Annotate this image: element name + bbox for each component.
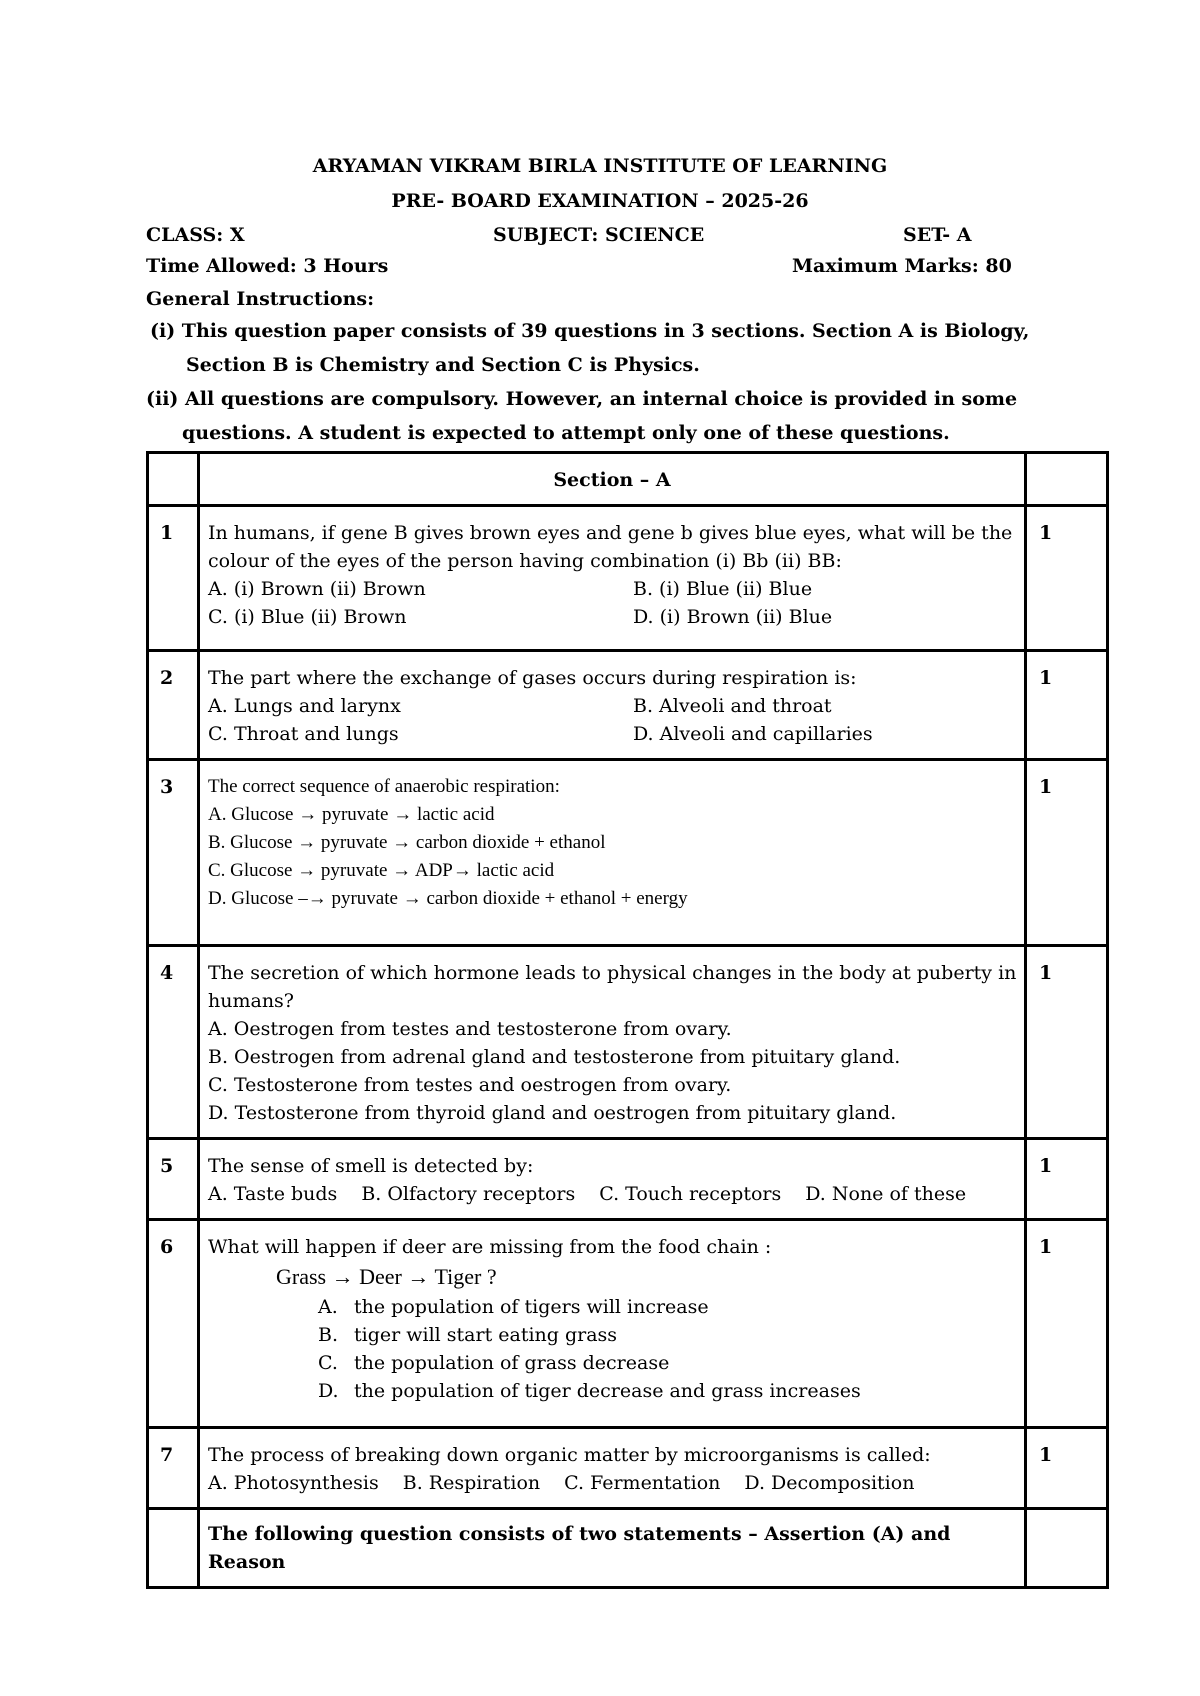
question-marks: 1 — [1026, 946, 1108, 1139]
question-table — [146, 451, 1109, 1589]
option-b: B. (i) Blue (ii) Blue — [633, 578, 813, 600]
question-body — [199, 1428, 1026, 1509]
question-body — [199, 946, 1026, 1139]
option-row — [208, 575, 1018, 603]
option-row — [208, 603, 1018, 631]
table-row — [148, 1509, 1108, 1588]
question-body — [199, 506, 1026, 651]
question-number: 6 — [148, 1220, 199, 1428]
table-row — [148, 651, 1108, 760]
question-number: 2 — [148, 651, 199, 760]
option-c: C. Glucose → pyruvate → ADP→ lactic acid — [208, 860, 555, 881]
question-marks: 1 — [1026, 1139, 1108, 1220]
subject-label: SUBJECT: SCIENCE — [493, 224, 705, 246]
option-d: D. Alveoli and capillaries — [633, 723, 873, 745]
option-b: B. Alveoli and throat — [633, 695, 832, 717]
option-b: B. Respiration — [402, 1472, 541, 1494]
table-row — [148, 1220, 1108, 1428]
set-label: SET- A — [903, 224, 972, 246]
section-title: Section – A — [199, 453, 1026, 506]
option-c: C. Touch receptors — [599, 1183, 782, 1205]
option-b: B. Oestrogen from adrenal gland and testosterone from pituitary gland. — [208, 1046, 901, 1068]
question-marks: 1 — [1026, 651, 1108, 760]
class-label: CLASS: X — [146, 224, 245, 246]
table-row — [148, 760, 1108, 946]
question-number: 5 — [148, 1139, 199, 1220]
question-marks: 1 — [1026, 1428, 1108, 1509]
school-name: ARYAMAN VIKRAM BIRLA INSTITUTE OF LEARNING — [312, 155, 888, 177]
option-row — [208, 692, 1018, 720]
option-b: B. Glucose → pyruvate → carbon dioxide + ethanol — [208, 832, 606, 853]
option-a: A. the population of tigers will increase — [318, 1296, 709, 1318]
option-a: A. (i) Brown (ii) Brown — [208, 578, 426, 600]
time-allowed: Time Allowed: 3 Hours — [146, 255, 389, 277]
question-text: The sense of smell is detected by: — [208, 1155, 534, 1177]
option-d: D. Testosterone from thyroid gland and oestrogen from pituitary gland. — [208, 1102, 897, 1124]
question-number: 4 — [148, 946, 199, 1139]
option-c: C. Testosterone from testes and oestrogen from ovary. — [208, 1074, 732, 1096]
question-text: The correct sequence of anaerobic respiration: — [208, 776, 560, 797]
option-d: D. the population of tiger decrease and grass increases — [318, 1380, 861, 1402]
table-row — [148, 1428, 1108, 1509]
option-a: A. Taste buds — [208, 1183, 338, 1205]
option-a: A. Glucose → pyruvate → lactic acid — [208, 804, 495, 825]
assertion-reason-intro: The following question consists of two statements – Assertion (A) and Reason — [199, 1509, 1026, 1588]
option-b: B. Olfactory receptors — [361, 1183, 576, 1205]
question-text: The secretion of which hormone leads to physical changes in the body at puberty in humans? — [208, 962, 1017, 1012]
question-text: The process of breaking down organic matter by microorganisms is called: — [208, 1444, 931, 1466]
option-d: D. (i) Brown (ii) Blue — [633, 606, 833, 628]
instructions-title: General Instructions: — [146, 288, 375, 310]
exam-title: PRE- BOARD EXAMINATION – 2025-26 — [391, 190, 809, 212]
table-row — [148, 506, 1108, 651]
option-c: C. the population of grass decrease — [318, 1352, 670, 1374]
table-row — [148, 1139, 1108, 1220]
question-marks: 1 — [1026, 506, 1108, 651]
option-c: C. (i) Blue (ii) Brown — [208, 606, 407, 628]
option-a: A. Oestrogen from testes and testosterone from ovary. — [208, 1018, 732, 1040]
option-a: A. Photosynthesis — [208, 1472, 379, 1494]
option-d: D. Glucose –→ pyruvate → carbon dioxide + ethanol + energy — [208, 888, 688, 909]
option-c: C. Throat and lungs — [208, 723, 399, 745]
question-body — [199, 1220, 1026, 1428]
option-row — [208, 1469, 1018, 1497]
question-marks: 1 — [1026, 760, 1108, 946]
question-text: What will happen if deer are missing from the food chain : — [208, 1236, 772, 1258]
option-c: C. Fermentation — [564, 1472, 721, 1494]
question-number: 3 — [148, 760, 199, 946]
table-row — [148, 946, 1108, 1139]
question-body — [199, 651, 1026, 760]
instruction-i: (i) This question paper consists of 39 questions in 3 sections. Section A is Biology, Section B is Chemistry and Section C is Physics. — [150, 320, 1030, 376]
instruction-ii: (ii) All questions are compulsory. However, an internal choice is provided in some questions. A student is expected to attempt only one of these questions. — [146, 388, 1018, 444]
instructions-list — [146, 314, 1050, 450]
question-body — [199, 1139, 1026, 1220]
option-d: D. None of these — [805, 1183, 967, 1205]
question-number: 1 — [148, 506, 199, 651]
section-header-row — [148, 453, 1108, 506]
option-d: D. Decomposition — [744, 1472, 915, 1494]
option-b: B. tiger will start eating grass — [318, 1324, 618, 1346]
max-marks: Maximum Marks: 80 — [792, 255, 1012, 277]
food-chain: Grass → Deer → Tiger ? — [276, 1264, 497, 1289]
option-a: A. Lungs and larynx — [208, 695, 401, 717]
question-number: 7 — [148, 1428, 199, 1509]
question-marks: 1 — [1026, 1220, 1108, 1428]
option-row — [208, 720, 1018, 748]
question-body — [199, 760, 1026, 946]
question-text: The part where the exchange of gases occurs during respiration is: — [208, 667, 857, 689]
question-text: In humans, if gene B gives brown eyes and gene b gives blue eyes, what will be the colour of the eyes of the person having combination (i) Bb (ii) BB: — [208, 522, 1013, 572]
option-row — [208, 1180, 1018, 1208]
